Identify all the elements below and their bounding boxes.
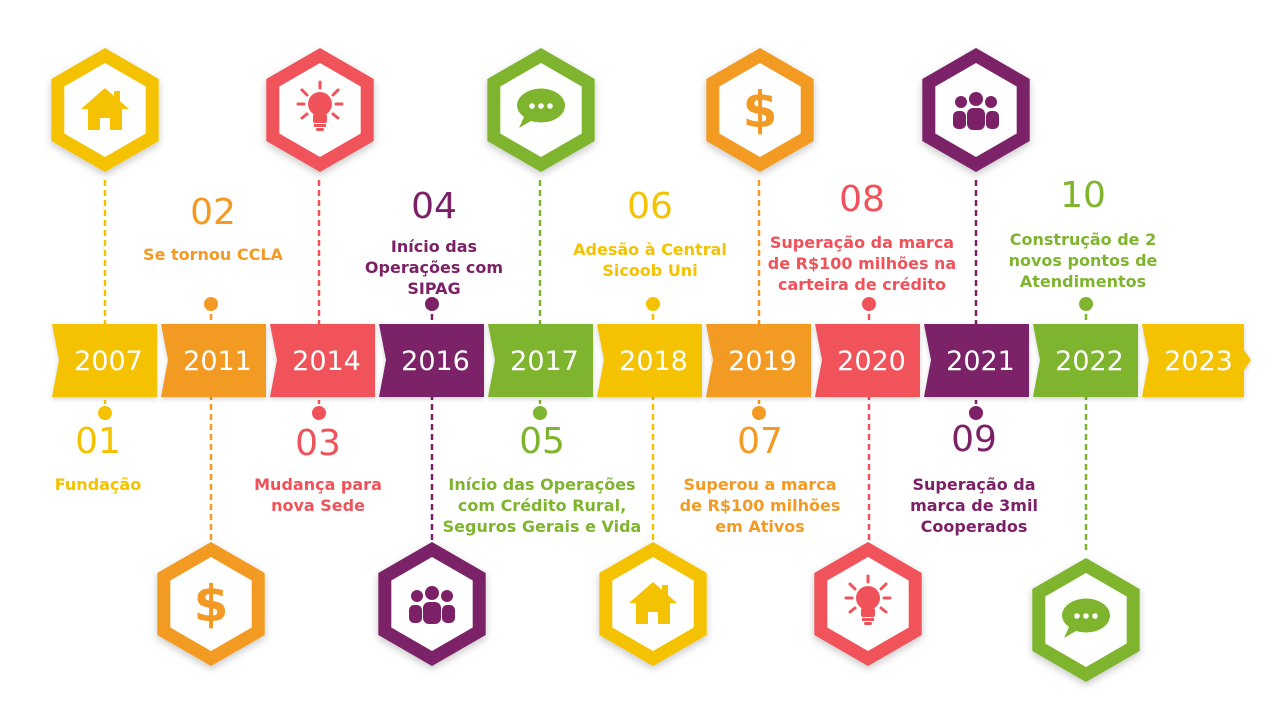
milestone-number-10: 10 [1060,175,1106,216]
connector-dot [645,296,661,312]
year-segment-2014 [270,324,375,397]
milestone-text-06: Adesão à Central Sicoob Uni [573,240,727,280]
connector-dot [203,296,219,312]
connector-dot [1078,296,1094,312]
milestone-number-03: 03 [295,423,341,464]
year-label: 2011 [183,346,252,377]
hexagon-5 [487,48,594,172]
milestone-number-08: 08 [839,179,885,220]
year-label: 2023 [1164,346,1233,377]
milestone-number-01: 01 [75,421,121,462]
milestone-text-02: Se tornou CCLA [143,245,283,264]
milestone-text-04: Início das Operações com SIPAG [364,237,504,298]
hexagon-2 [157,542,264,666]
connector-dot [97,405,113,421]
milestone-text-09: Superação da marca de 3mil Cooperados [910,475,1038,536]
connector-dot [311,405,327,421]
year-segment-2016 [379,324,484,397]
people-icon [409,586,455,624]
year-segment-2019 [706,324,811,397]
year-label: 2016 [401,346,470,377]
year-segment-2020 [815,324,920,397]
hexagon-6 [599,542,706,666]
year-label: 2007 [74,346,143,377]
svg-text:$: $ [193,575,229,633]
hexagon-9 [922,48,1029,172]
year-label: 2018 [619,346,688,377]
milestone-number-07: 07 [737,421,783,462]
year-segment-2007 [52,324,157,397]
milestone-text-07: Superou a marca de R$100 milhões em Ativos [679,475,841,536]
year-segment-2018 [597,324,702,397]
hexagon-10 [1032,558,1139,682]
milestone-number-09: 09 [951,419,997,460]
milestone-text-10: Construção de 2 novos pontos de Atendimentos [1008,230,1158,291]
connector-dot [751,405,767,421]
connector-dot [532,405,548,421]
milestone-number-02: 02 [190,192,236,233]
year-segment-2021 [924,324,1029,397]
year-label: 2014 [292,346,361,377]
hexagon-3 [266,48,373,172]
hexagon-1 [51,48,158,172]
year-label: 2017 [510,346,579,377]
year-segment-2022 [1033,324,1138,397]
hexagon-4 [378,542,485,666]
milestone-text-08: Superação da marca de R$100 milhões na carteira de crédito [767,233,957,294]
dollar-icon [743,81,778,139]
svg-text:$: $ [742,81,778,139]
dollar-icon [194,575,229,633]
year-segment-2011 [161,324,266,397]
people-icon [953,92,999,130]
year-label: 2019 [728,346,797,377]
milestone-number-04: 04 [411,186,457,227]
year-segment-2023 [1142,324,1251,397]
milestone-text-05: Início das Operações com Crédito Rural, Seguros Gerais e Vida [442,475,642,536]
hexagon-8 [814,542,921,666]
milestone-text-03: Mudança para nova Sede [254,475,382,515]
year-label: 2021 [946,346,1015,377]
year-segment-2017 [488,324,593,397]
milestone-number-06: 06 [627,186,673,227]
year-label: 2020 [837,346,906,377]
year-label: 2022 [1055,346,1124,377]
connector-dot [861,296,877,312]
milestone-number-05: 05 [519,421,565,462]
milestone-text-01: Fundação [54,475,142,494]
hexagon-7 [706,48,813,172]
